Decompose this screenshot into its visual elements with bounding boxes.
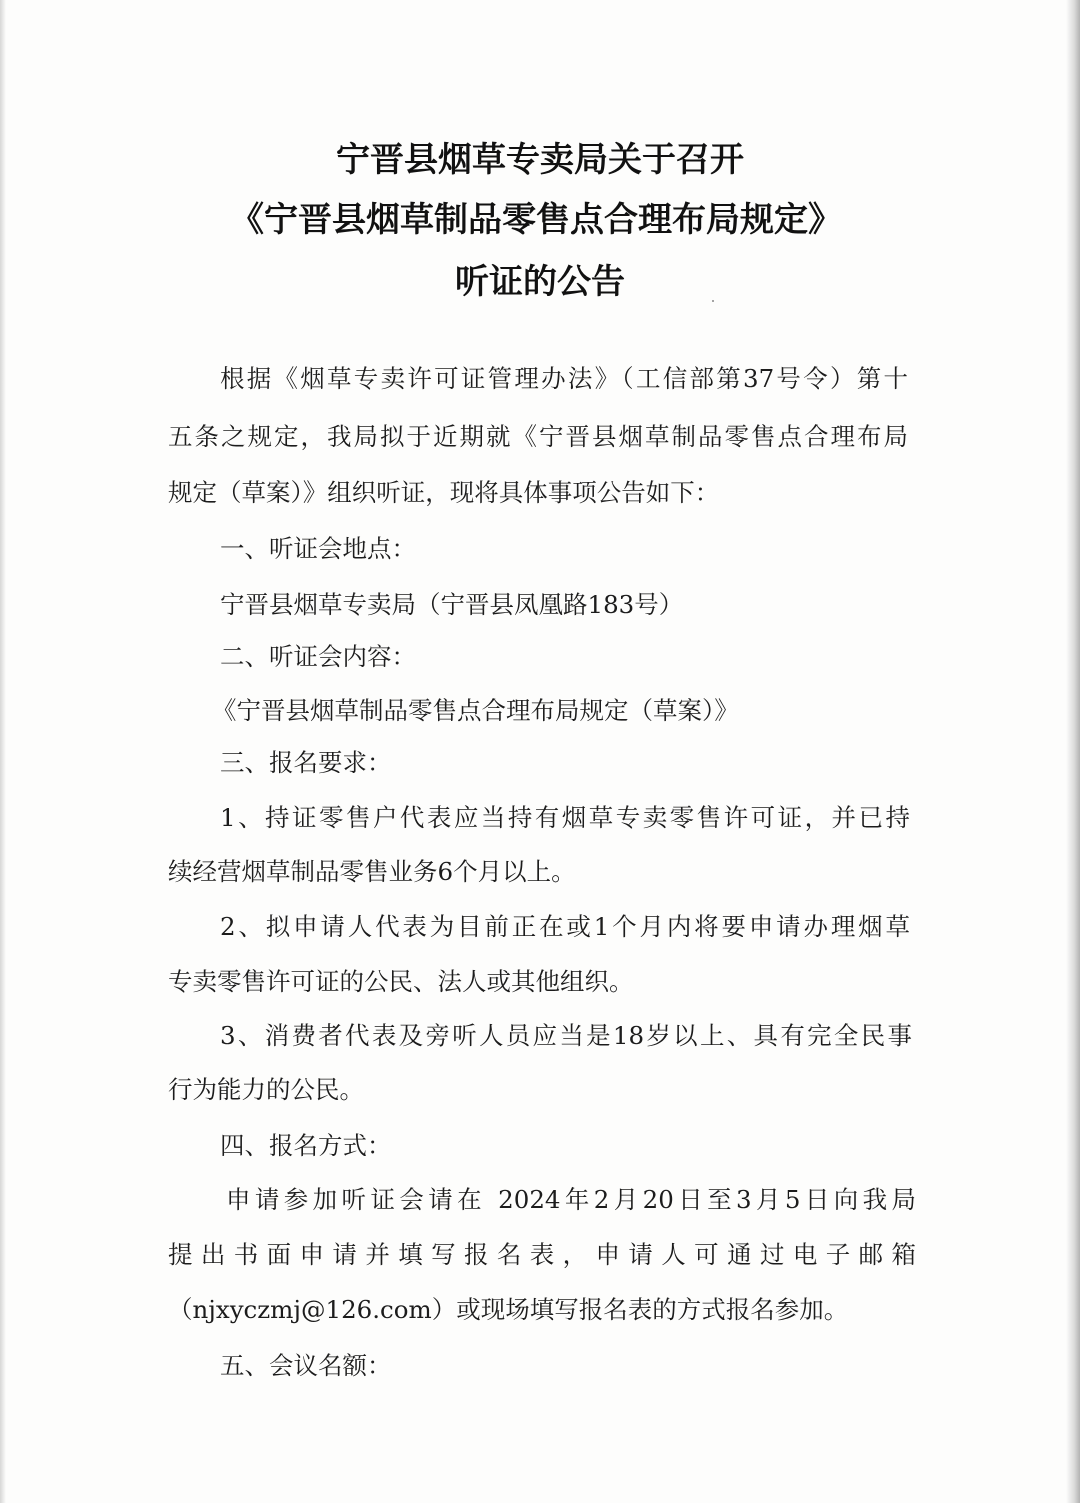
section-5-heading: 五、会议名额： xyxy=(220,1351,392,1380)
intro-line-2: 五条之规定，我局拟于近期就《宁晋县烟草制品零售点合理布局 xyxy=(168,422,908,451)
section-3-item-3-line-2: 行为能力的公民。 xyxy=(168,1075,364,1104)
section-2-text: 《宁晋县烟草制品零售点合理布局规定（草案）》 xyxy=(212,696,739,725)
intro-line-3: 规定（草案）》组织听证，现将具体事项公告如下： xyxy=(168,478,720,507)
section-4-line-3: （njxyczmj@126.com）或现场填写报名表的方式报名参加。 xyxy=(168,1295,849,1324)
intro-line-1: 根据《烟草专卖许可证管理办法》（工信部第37号令）第十 xyxy=(220,364,908,393)
section-3-item-2-line-2: 专卖零售许可证的公民、法人或其他组织。 xyxy=(168,967,634,996)
section-3-item-1-line-1: 1、持证零售户代表应当持有烟草专卖零售许可证，并已持 xyxy=(220,803,910,832)
section-3-heading: 三、报名要求： xyxy=(220,748,392,777)
section-3-item-1-line-2: 续经营烟草制品零售业务6个月以上。 xyxy=(168,857,576,886)
section-4-heading: 四、报名方式： xyxy=(220,1131,392,1160)
section-3-item-3-line-1: 3、消费者代表及旁听人员应当是18岁以上、具有完全民事 xyxy=(220,1021,912,1050)
section-2-heading: 二、听证会内容： xyxy=(220,642,416,671)
section-1-heading: 一、听证会地点： xyxy=(220,534,416,563)
section-4-line-1: 申请参加听证会请在 2024年2月20日至3月5日向我局 xyxy=(226,1185,916,1214)
title-line-1: 宁晋县烟草专卖局关于召开 xyxy=(336,140,744,180)
section-3-item-2-line-1: 2、拟申请人代表为目前正在或1个月内将要申请办理烟草 xyxy=(220,912,910,941)
section-1-text: 宁晋县烟草专卖局（宁晋县凤凰路183号） xyxy=(220,590,684,619)
section-4-line-2: 提出书面申请并填写报名表，申请人可通过电子邮箱 xyxy=(168,1240,916,1269)
title-line-2: 《宁晋县烟草制品零售点合理布局规定》 xyxy=(230,200,842,240)
title-line-3: 听证的公告 xyxy=(455,262,625,302)
